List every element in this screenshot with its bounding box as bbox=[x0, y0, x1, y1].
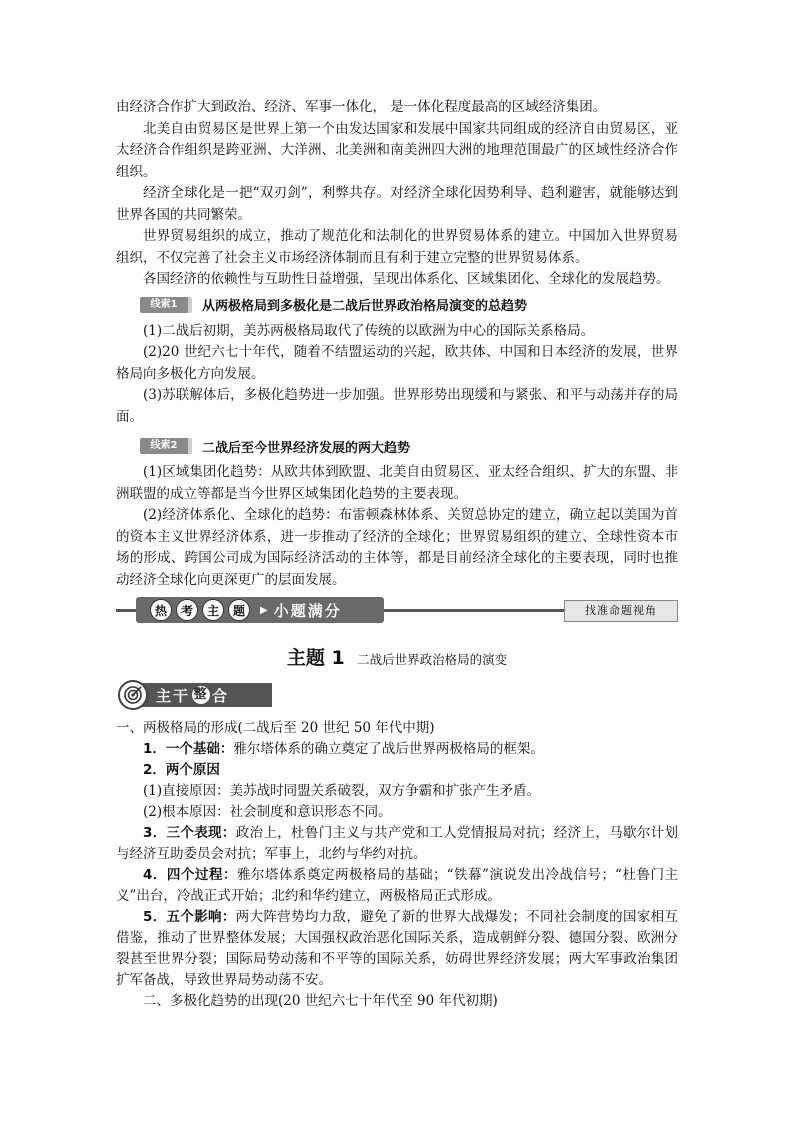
body-point-2b: (2)根本原因：社会制度和意识形态不同。 bbox=[143, 804, 392, 820]
section-badge-bar bbox=[142, 683, 272, 707]
body-point-1-label: 1．一个基础： bbox=[143, 741, 234, 757]
body-point-2-label-text: 2．两个原因 bbox=[143, 762, 220, 778]
clue-2-item-1: (1)区域集团化趋势：从欧共体到欧盟、北美自由贸易区、亚太经合组织、扩大的东盟、非洲联盟的成立等都是当今世界区域集团化趋势的主要表现。 bbox=[116, 464, 678, 502]
section-badge bbox=[116, 680, 678, 710]
body-point-4 bbox=[116, 865, 678, 907]
banner-char-4: 题 bbox=[228, 599, 250, 621]
body-point-5 bbox=[116, 907, 678, 991]
clue-1-title: 从两极格局到多极化是二战后世界政治格局演变的总趋势 bbox=[202, 299, 528, 314]
body-point-4-label: 4．四个过程： bbox=[143, 867, 237, 883]
clue-2-tag: 线索2 bbox=[140, 438, 192, 454]
body-point-3 bbox=[116, 823, 678, 865]
intro-paragraph-3: 经济全球化是一把“双刃剑”，利弊共存。对经济全球化因势利导、趋利避害，就能够达到世界各国的共同繁荣。 bbox=[116, 185, 678, 223]
section-badge-highlight: 整 bbox=[193, 687, 209, 702]
topic-heading bbox=[116, 643, 678, 670]
clue-2-header bbox=[116, 436, 678, 456]
intro-paragraph-1: 由经济合作扩大到政治、经济、军事一体化， 是一体化程度最高的区域经济集团。 bbox=[116, 99, 607, 115]
body-point-4-text: 雅尔塔体系奠定两极格局的基础；“铁幕”演说发出冷战信号；“杜鲁门主义”出台，冷战正式开始；北约和华约建立，两极格局正式形成。 bbox=[116, 867, 678, 904]
body-point-2a: (1)直接原因：美苏战时同盟关系破裂，双方争霸和扩张产生矛盾。 bbox=[143, 783, 541, 799]
clue-1-tag: 线索1 bbox=[140, 297, 192, 313]
section-badge-post: 合 bbox=[212, 686, 230, 705]
banner-subtitle: 小题满分 bbox=[273, 601, 342, 620]
body-point-1 bbox=[116, 739, 678, 760]
body-point-3-label: 3．三个表现： bbox=[143, 825, 236, 841]
clue-1-item-3: (3)苏联解体后，多极化趋势进一步加强。世界形势出现缓和与紧张、和平与动荡并存的局面。 bbox=[116, 387, 678, 425]
triangle-icon: ▶ bbox=[260, 604, 268, 616]
body-heading-1: 一、两极格局的形成(二战后至 20 世纪 50 年代中期) bbox=[116, 720, 435, 736]
intro-paragraph-4: 世界贸易组织的成立，推动了规范化和法制化的世界贸易体系的建立。中国加入世界贸易组织，不仅完善了社会主义市场经济体制而且有利于建立完整的世界贸易体系。 bbox=[116, 228, 678, 266]
topic-title: 二战后世界政治格局的演变 bbox=[357, 652, 508, 667]
clue-2-title: 二战后至今世界经济发展的两大趋势 bbox=[202, 440, 411, 456]
clue-1-item-2: (2)20 世纪六七十年代，随着不结盟运动的兴起，欧共体、中国和日本经济的发展，世界格局向多极化方向发展。 bbox=[116, 344, 678, 382]
banner-char-3: 主 bbox=[202, 599, 224, 621]
intro-paragraph-5: 各国经济的依赖性与互助性日益增强，呈现出体系化、区域集团化、全球化的发展趋势。 bbox=[143, 271, 670, 287]
banner-right-label: 找准命题视角 bbox=[564, 600, 678, 622]
body-point-5-text: 两大阵营势均力敌，避免了新的世界大战爆发；不同社会制度的国家相互借鉴，推动了世界整体发展；大国强权政治恶化国际关系，造成朝鲜分裂、德国分裂、欧洲分裂甚至世界分裂；国际局势动荡和不平等的国际关系，妨碍世界经济发展；两大军事政治集团扩军备战，导致世界局势动荡不安。 bbox=[116, 909, 678, 988]
hot-topic-banner bbox=[116, 597, 678, 623]
body-point-3-text: 政治上，杜鲁门主义与共产党和工人党情报局对抗；经济上，马歇尔计划与经济互助委员会对抗；军事上，北约与华约对抗。 bbox=[116, 825, 678, 862]
body-point-2-label bbox=[116, 760, 678, 781]
topic-number: 主题 1 bbox=[286, 647, 345, 669]
clue-1-header bbox=[116, 295, 678, 315]
banner-title-block bbox=[136, 597, 384, 623]
section-badge-pre: 主干 bbox=[156, 686, 191, 705]
clue-2-item-2: (2)经济体系化、全球化的趋势：布雷顿森林体系、关贸总协定的建立，确立起以美国为首的资本主义世界经济体系，进一步推动了经济的全球化；世界贸易组织的建立、全球性资本市场的形成、跨国公司成为国际经济活动的主体等，都是目前经济全球化的主要表现，同时也推动经济全球化向更深更广的层面发展。 bbox=[116, 507, 678, 588]
body-point-1-text: 雅尔塔体系的确立奠定了战后世界两极格局的框架。 bbox=[233, 741, 544, 757]
target-icon bbox=[118, 680, 148, 710]
clue-1-item-1: (1)二战后初期，美苏两极格局取代了传统的以欧洲为中心的国际关系格局。 bbox=[143, 322, 595, 339]
body-heading-2: 二、多极化趋势的出现(20 世纪六七十年代至 90 年代初期) bbox=[143, 993, 498, 1009]
banner-char-1: 热 bbox=[150, 599, 172, 621]
banner-char-2: 考 bbox=[176, 599, 198, 621]
body-point-5-label: 5．五个影响： bbox=[143, 909, 236, 925]
intro-paragraph-2: 北美自由贸易区是世界上第一个由发达国家和发展中国家共同组成的经济自由贸易区，亚太经济合作组织是跨亚洲、大洋洲、北美洲和南美洲四大洲的地理范围最广的区域性经济合作组织。 bbox=[116, 120, 678, 180]
